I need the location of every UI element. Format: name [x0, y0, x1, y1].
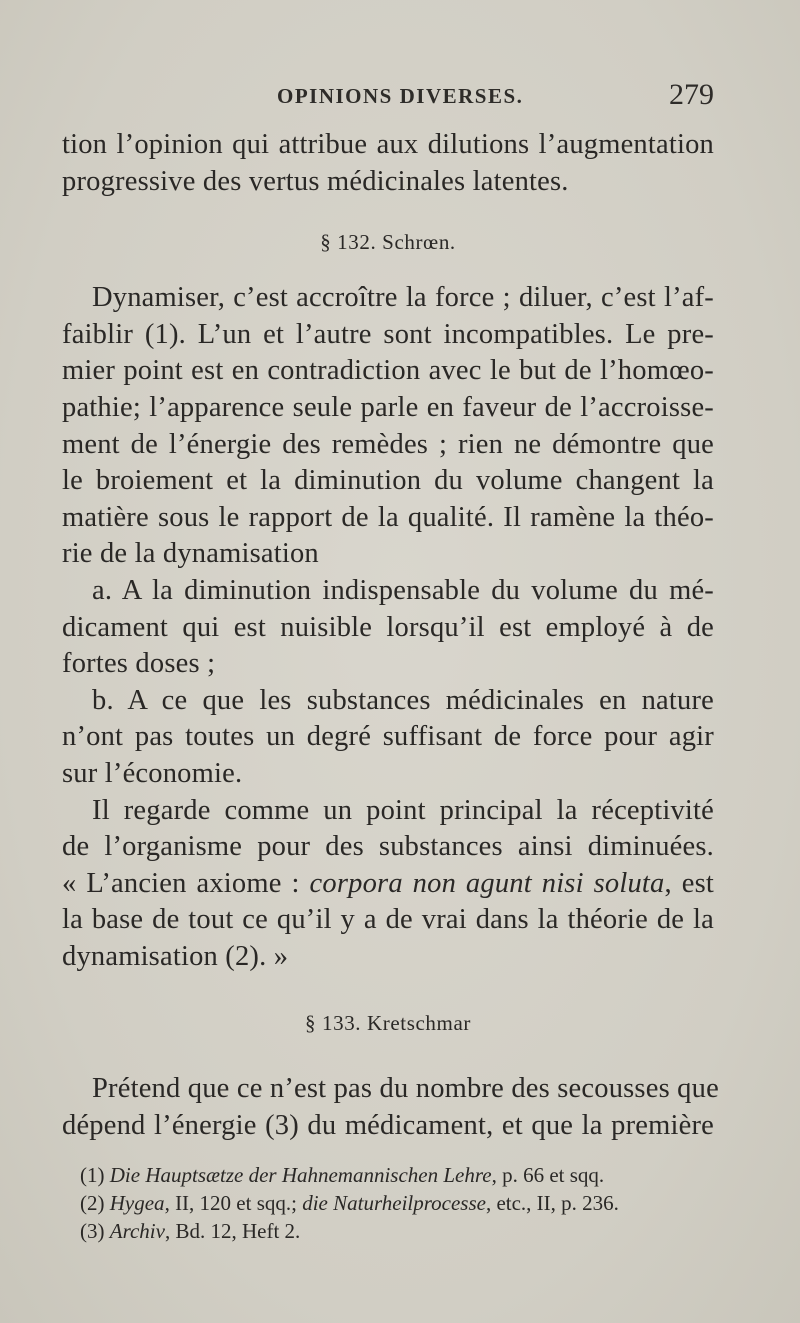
page-body	[62, 127, 719, 1145]
page-header	[0, 78, 800, 120]
text-line: pathie; l’apparence seule parle en faveur de l’accroisse-	[62, 391, 714, 423]
text-line: Prétend que ce n’est pas du nombre des secousses que	[92, 1073, 719, 1105]
text-line: dynamisation (2). »	[62, 940, 289, 972]
footnote-1	[80, 1161, 720, 1189]
footnote-text: , p. 66 et sqq.	[491, 1163, 605, 1187]
text-line: progressive des vertus médicinales latentes.	[62, 165, 569, 197]
text-line: matière sous le rapport de la qualité. Il ramène la théo-	[62, 501, 714, 533]
text-line: de l’organisme pour des substances ainsi diminuées.	[62, 831, 714, 863]
footnote-title: Archiv	[109, 1219, 165, 1243]
quote-line	[62, 866, 714, 903]
text-line: la base de tout ce qu’il y a de vrai dans la théorie de la	[62, 904, 714, 936]
text-line: rie de la dynamisation	[62, 538, 319, 570]
text-line: fortes doses ;	[62, 648, 216, 680]
text-line: mier point est en contradiction avec le but de l’homœo-	[62, 355, 714, 387]
text-line: sur l’économie.	[62, 757, 243, 789]
text-line: Il regarde comme un point principal la réceptivité	[92, 794, 714, 826]
latin-quote: corpora non agunt nisi soluta	[309, 867, 665, 899]
section-heading-133: § 133. Kretschmar	[305, 1011, 471, 1036]
footnote-number: (3)	[80, 1219, 110, 1243]
footnote-number: (1)	[80, 1163, 110, 1187]
text-line: le broiement et la diminution du volume changent la	[62, 465, 714, 497]
section-heading-132: § 132. Schrœn.	[320, 230, 456, 255]
footnotes	[80, 1161, 720, 1245]
text-line: a. A la diminution indispensable du volume du mé-	[92, 574, 714, 606]
text-line: n’ont pas toutes un degré suffisant de force pour agir	[62, 721, 714, 753]
text-line: dicament qui est nuisible lorsqu’il est employé à de	[62, 611, 714, 643]
page-number: 279	[669, 78, 714, 111]
quote-text: , est	[664, 867, 714, 899]
footnote-2	[80, 1189, 720, 1217]
text-line: b. A ce que les substances médicinales en nature	[92, 684, 714, 716]
running-title: OPINIONS DIVERSES.	[277, 84, 524, 108]
footnote-text: , etc., II, p. 236.	[485, 1191, 619, 1215]
footnote-3	[80, 1217, 720, 1245]
footnote-number: (2)	[80, 1191, 110, 1215]
quote-text: « L’ancien axiome :	[62, 867, 310, 899]
text-line: tion l’opinion qui attribue aux dilutions l’augmentation	[62, 129, 714, 160]
text-line: faiblir (1). L’un et l’autre sont incompatibles. Le pre-	[62, 318, 714, 350]
text-line: ment de l’énergie des remèdes ; rien ne démontre que	[62, 428, 714, 460]
text-line: dépend l’énergie (3) du médicament, et que la première	[62, 1110, 714, 1142]
footnote-text: , Bd. 12, Heft 2.	[164, 1219, 301, 1243]
footnote-title: Hygea	[109, 1191, 165, 1215]
footnote-text: , II, 120 et sqq.;	[164, 1191, 303, 1215]
text-line: Dynamiser, c’est accroître la force ; diluer, c’est l’af-	[92, 282, 714, 314]
footnote-title: die Naturheilprocesse	[302, 1191, 486, 1215]
footnote-title: Die Hauptsætze der Hahnemannischen Lehre	[109, 1163, 492, 1187]
